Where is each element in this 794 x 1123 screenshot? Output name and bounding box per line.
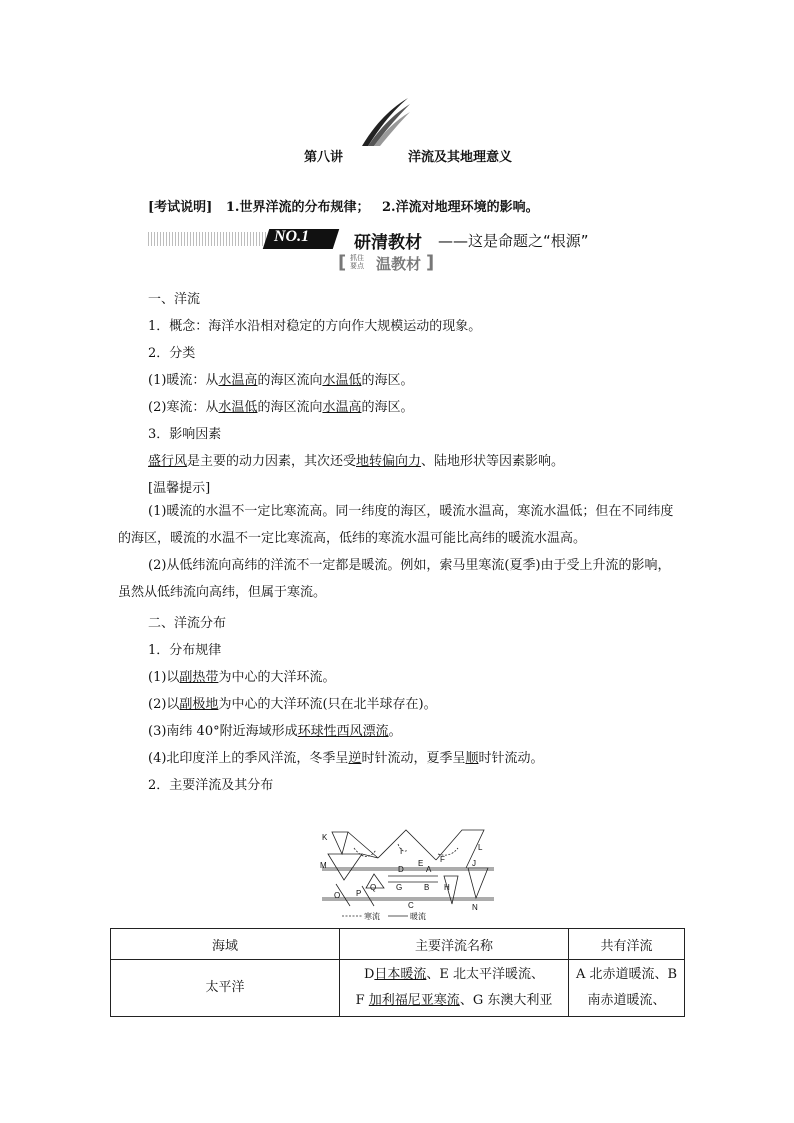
lecture-number: 第八讲: [304, 150, 344, 165]
concept-line: 1．概念：海洋水沿相对稳定的方向作大规模运动的现象。: [148, 319, 482, 334]
rule-4: (4)北印度洋上的季风洋流，冬季呈逆时针流动，夏季呈顺时针流动。: [148, 751, 544, 766]
warm-current-line: (1)暖流：从水温高的海区流向水温低的海区。: [148, 373, 414, 388]
sub-banner-small-text: 抓住 要点: [350, 254, 364, 270]
bracket-right-icon: ]: [426, 252, 435, 273]
table-header-sea: 海域: [111, 929, 340, 960]
factor-line: 盛行风是主要的动力因素，其次还受地转偏向力、陆地形状等因素影响。: [148, 454, 565, 469]
table-cell-shared: A 北赤道暖流、B 南赤道暖流、: [569, 960, 685, 1017]
rule-heading: 1．分布规律: [148, 643, 222, 658]
sub-banner-title: 温教材: [376, 255, 422, 273]
legend-cold: 寒流: [364, 912, 380, 921]
exam-note-label: [考试说明]: [148, 200, 213, 215]
section-1-heading: 一、洋流: [148, 292, 201, 307]
table-row: [111, 960, 685, 1017]
ocean-current-diagram: [318, 824, 498, 924]
diagram-label-J: J: [472, 859, 476, 868]
diagram-label-M: M: [320, 861, 327, 870]
classify-heading: 2．分类: [148, 346, 196, 361]
table-header-row: [111, 929, 685, 960]
exam-note-item-1: 1.世界洋流的分布规律；: [225, 200, 370, 215]
diagram-label-O: O: [334, 891, 341, 900]
diagram-label-I: I: [400, 847, 403, 856]
exam-note: [148, 196, 539, 215]
tips-label: [温馨提示]: [148, 481, 211, 496]
diagram-label-L: L: [478, 843, 483, 852]
banner-stripe: [148, 232, 268, 246]
bracket-left-icon: [: [338, 252, 347, 273]
table-cell-sea: 太平洋: [111, 960, 340, 1017]
exam-note-item-2: 2.洋流对地理环境的影响。: [382, 200, 539, 215]
main-currents-heading: 2．主要洋流及其分布: [148, 778, 274, 793]
diagram-label-H: H: [444, 883, 450, 892]
diagram-label-K: K: [322, 833, 328, 842]
banner-title: 研清教材: [354, 233, 422, 253]
lecture-title: [0, 146, 794, 164]
ocean-currents-table: [110, 928, 685, 1017]
rule-3: (3)南纬 40°附近海域形成环球性西风漂流。: [148, 724, 402, 739]
diagram-label-A: A: [426, 865, 432, 874]
diagram-label-C: C: [408, 901, 414, 910]
section-banner: [148, 228, 648, 253]
banner-subtitle: ——这是命题之“根源”: [438, 232, 589, 250]
cold-current-line: (2)寒流：从水温低的海区流向水温高的海区。: [148, 400, 414, 415]
tip-2: (2)从低纬流向高纬的洋流不一定都是暖流。例如，索马里寒流(夏季)由于受上升流的影响，虽然从低纬流向高纬，但属于寒流。: [118, 558, 671, 600]
rule-1: (1)以副热带为中心的大洋环流。: [148, 670, 336, 685]
diagram-label-B: B: [424, 883, 430, 892]
banner-tag: NO.1: [274, 228, 310, 245]
swoosh-logo-icon: [360, 96, 412, 148]
diagram-label-E: E: [418, 859, 424, 868]
tip-1: (1)暖流的水温不一定比寒流高。同一纬度的海区，暖流水温高，寒流水温低；但在不同纬度的海区，暖流的水温不一定比寒流高，低纬的寒流水温可能比高纬的暖流水温高。: [118, 504, 674, 546]
table-cell-names: D日本暖流、E 北太平洋暖流、 F 加利福尼亚寒流、G 东澳大利亚: [340, 960, 569, 1017]
diagram-label-G: G: [396, 883, 403, 892]
legend-warm: 暖流: [410, 912, 426, 921]
table-header-shared: 共有洋流: [569, 929, 685, 960]
table-header-names: 主要洋流名称: [340, 929, 569, 960]
lecture-topic: 洋流及其地理意义: [408, 150, 513, 165]
diagram-label-D: D: [398, 865, 404, 874]
section-2-heading: 二、洋流分布: [148, 616, 227, 631]
diagram-label-Q: Q: [370, 883, 377, 892]
rule-2: (2)以副极地为中心的大洋环流(只在北半球存在)。: [148, 697, 437, 712]
diagram-label-N: N: [472, 903, 478, 912]
factor-heading: 3．影响因素: [148, 427, 222, 442]
diagram-label-P: P: [356, 889, 362, 898]
diagram-label-F: F: [440, 855, 445, 864]
